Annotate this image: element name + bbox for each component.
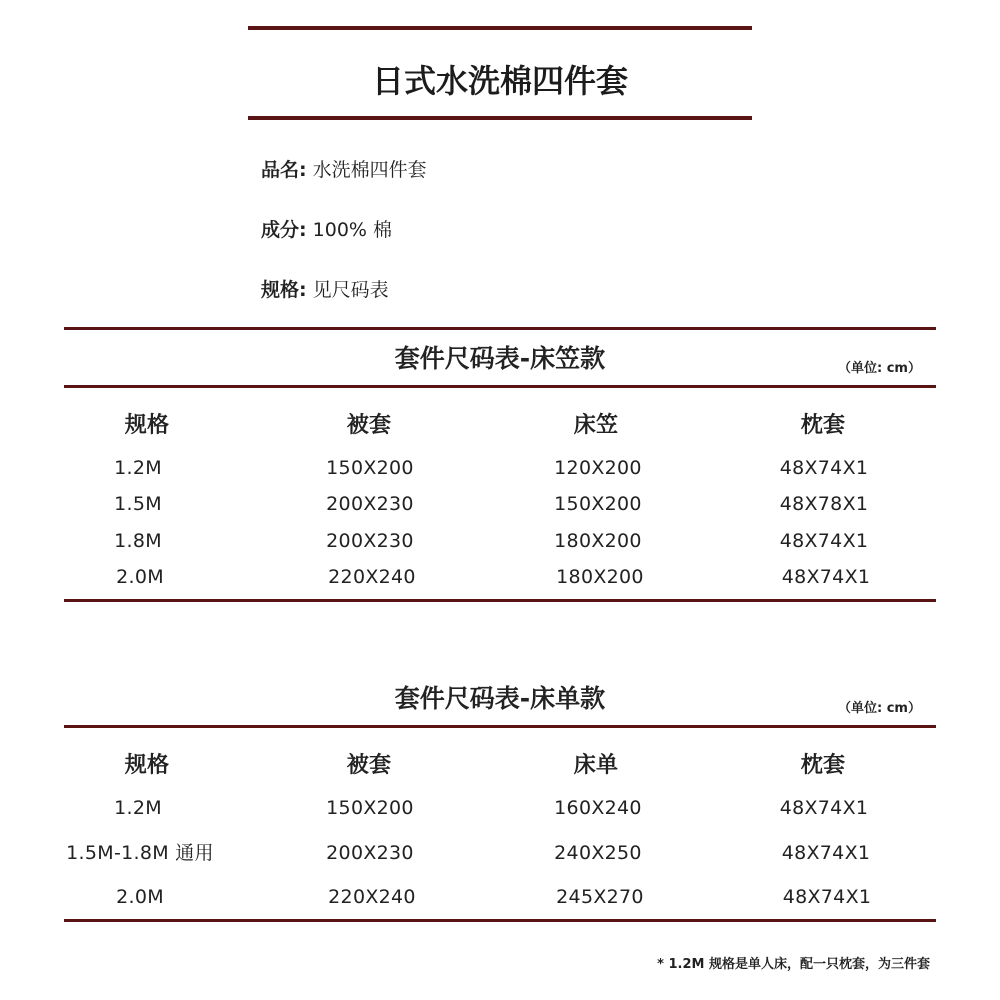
- table1-cell: 220X240: [328, 566, 416, 588]
- table2-cell: 48X74X1: [779, 797, 869, 819]
- table2-cell: 48X74X1: [781, 842, 871, 864]
- table2-cell: 1.5M-1.8M 通用: [66, 842, 214, 864]
- table1-cell: 1.8M: [114, 530, 162, 552]
- table1-cell: 2.0M: [116, 566, 164, 588]
- table2-cell: 2.0M: [116, 886, 164, 908]
- table2-cell: 220X240: [328, 886, 416, 908]
- table1-cell: 48X74X1: [779, 530, 869, 552]
- table1-cell: 200X230: [326, 530, 414, 552]
- table1-cell: 150X200: [554, 493, 642, 515]
- table1-cell: 180X200: [556, 566, 644, 588]
- table1-cell: 180X200: [554, 530, 642, 552]
- info-material: [261, 218, 392, 242]
- table1-cell: 120X200: [554, 457, 642, 479]
- table1-cell: 150X200: [326, 457, 414, 479]
- table2-cell: 150X200: [326, 797, 414, 819]
- table2-cell: 1.2M: [114, 797, 162, 819]
- footnote: * 1.2M 规格是单人床，配一只枕套，为三件套: [657, 957, 930, 972]
- table2-header-spec: 规格: [124, 753, 170, 778]
- table1-header-pillow: 枕套: [800, 413, 846, 438]
- info-label: 规格:: [261, 279, 307, 301]
- table2-cell: 245X270: [556, 886, 644, 908]
- table2-cell: 200X230: [326, 842, 414, 864]
- title-bottom-rule: [248, 116, 752, 120]
- info-value: 见尺码表: [312, 279, 389, 301]
- table1-title: 套件尺码表-床笠款: [394, 344, 606, 373]
- table2-cell: 160X240: [554, 797, 642, 819]
- table1-cell: 1.2M: [114, 457, 162, 479]
- table2-title: 套件尺码表-床单款: [394, 684, 606, 713]
- info-value: 100% 棉: [312, 219, 393, 241]
- title-top-rule: [248, 26, 752, 30]
- table2-cell: 48X74X1: [782, 886, 872, 908]
- page-title: 日式水洗棉四件套: [371, 62, 628, 100]
- table2-header-pillow: 枕套: [800, 753, 846, 778]
- table1-cell: 1.5M: [114, 493, 162, 515]
- table1-unit: （单位: cm）: [838, 361, 921, 376]
- table1-cell: 48X74X1: [781, 566, 871, 588]
- table2-header-duvet: 被套: [346, 753, 392, 778]
- table2-header-flat: 床单: [573, 753, 619, 778]
- table1-header-spec: 规格: [124, 413, 170, 438]
- table2-header-rule: [64, 725, 936, 728]
- table1-header-duvet: 被套: [346, 413, 392, 438]
- table1-header-rule: [64, 385, 936, 388]
- info-spec: [261, 278, 389, 302]
- table2-bottom-rule: [64, 919, 936, 922]
- table1-header-fitted: 床笠: [573, 413, 619, 438]
- info-value: 水洗棉四件套: [312, 159, 427, 181]
- table2-cell: 240X250: [554, 842, 642, 864]
- table1-cell: 200X230: [326, 493, 414, 515]
- table2-unit: （单位: cm）: [838, 701, 921, 716]
- info-label: 成分:: [261, 219, 307, 241]
- table1-bottom-rule: [64, 599, 936, 602]
- table1-cell: 48X74X1: [779, 457, 869, 479]
- info-product-name: [261, 158, 427, 182]
- table1-cell: 48X78X1: [779, 493, 869, 515]
- table1-top-rule: [64, 327, 936, 330]
- info-label: 品名:: [261, 159, 307, 181]
